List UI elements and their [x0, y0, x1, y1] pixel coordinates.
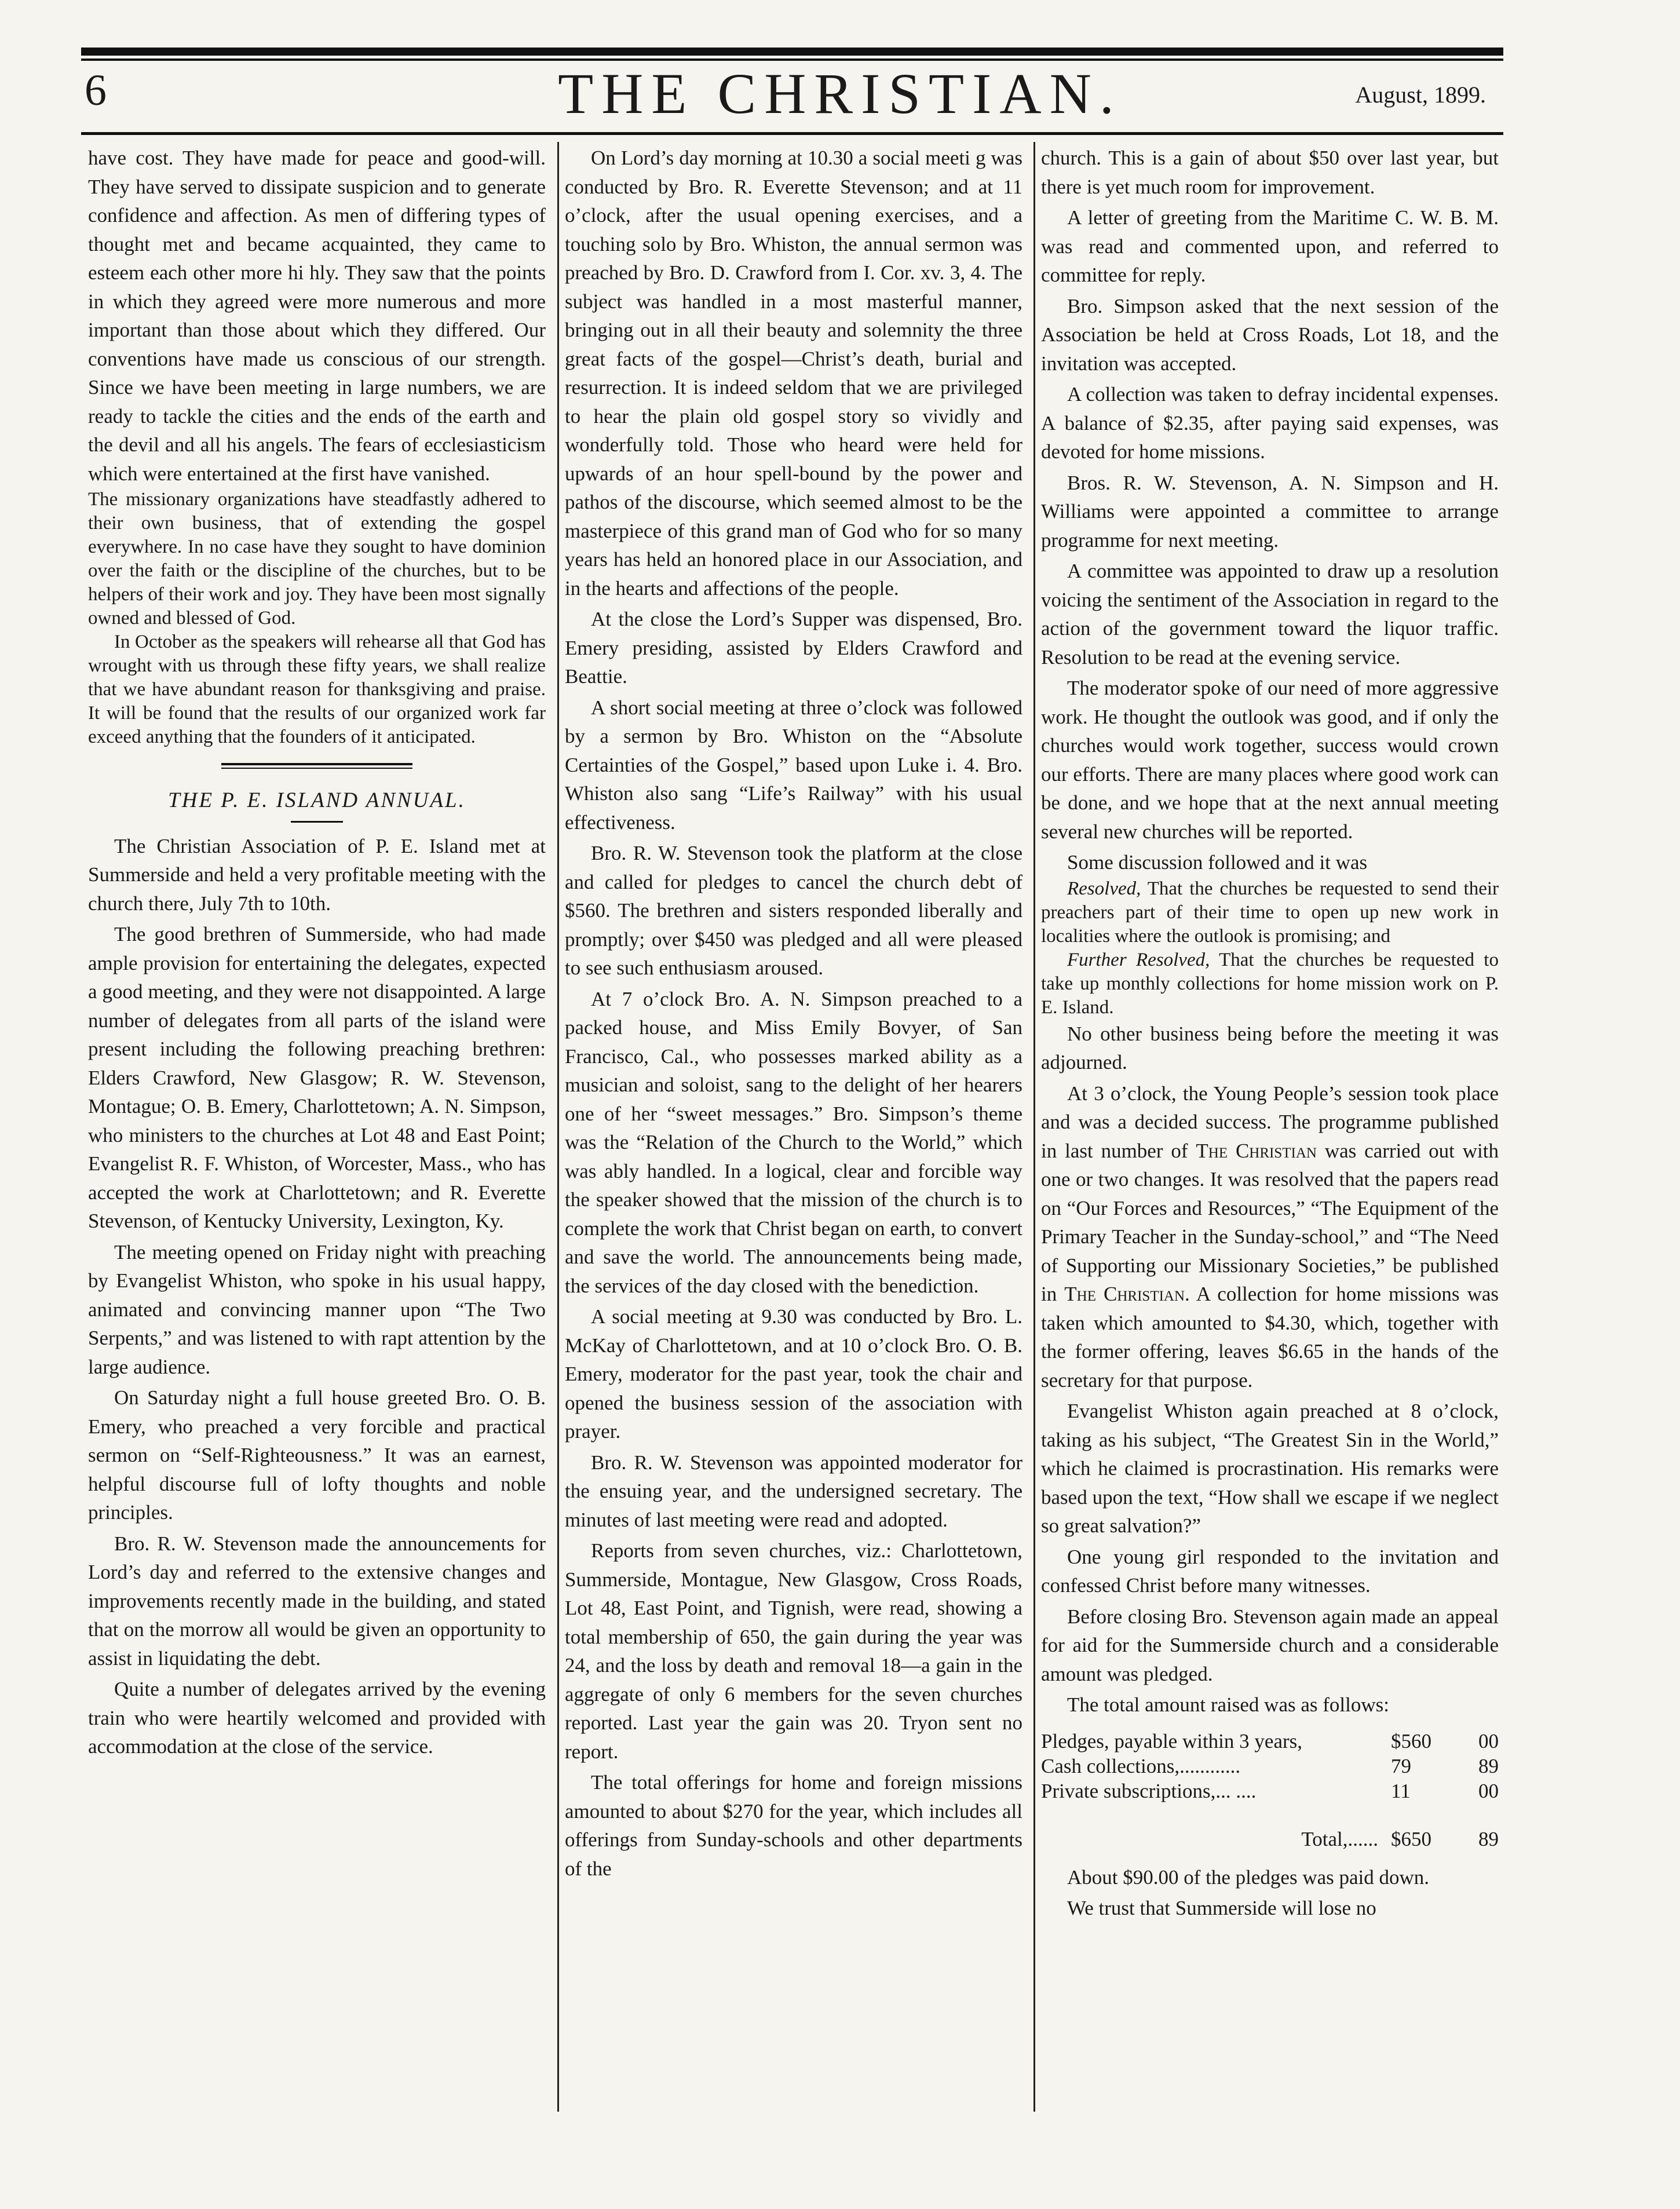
dense-text-block	[88, 488, 546, 749]
paragraph: In October as the speakers will rehearse all that God has wrought with us through these fifty years, we shall realize that we have abundant reason for thanksgiving and praise. It will be found that the results of our organized work far exceed anything that the founders of it anticipated.	[88, 631, 546, 747]
publication-name: The Christian	[1064, 1283, 1185, 1305]
column-divider-2	[1033, 142, 1035, 2112]
paragraph: Bro. R. W. Stevenson made the announcements for Lord’s day and referred to the extensive changes and improvements recently made in the building, and stated that on the morrow all would be given an opportunity to assist in liquidating the debt.	[88, 1532, 546, 1670]
amounts-row: Cash collections,............ 79 89	[1041, 1754, 1499, 1777]
section-divider	[221, 763, 412, 769]
paragraph: A social meeting at 9.30 was conducted by Bro. L. McKay of Charlottetown, and at 10 o’clock Bro. O. B. Emery, moderator for the past year, took the chair and opened the business session of the association with prayer.	[565, 1305, 1022, 1443]
column-divider-1	[557, 142, 559, 2112]
resolved-lead: Further Resolved,	[1067, 949, 1210, 970]
resolved-lead: Resolved,	[1067, 878, 1141, 899]
column-3	[1041, 144, 1499, 1923]
top-rule-thin	[81, 59, 1503, 61]
paragraph: At 3 o’clock, the Young People’s session took place and was a decided success. The programme published in last number of The Christian was carried out with one or two changes. It was resolved that the papers read on “Our Forces and Resources,” “The Equipment of the Primary Teacher in the Sunday-school,” and “The Need of Supporting our Missionary Societies,” be published in The Christian. A collection for home missions was taken which amounted to $4.30, which, together with the former offering, leaves $6.65 in the hands of the secretary for that purpose.	[1041, 1082, 1499, 1392]
publication-name: The Christian	[1196, 1139, 1317, 1162]
paragraph: At 7 o’clock Bro. A. N. Simpson preached to a packed house, and Miss Emily Bovyer, of San Francisco, Cal., who possesses marked ability as a musician and soloist, sang to the delight of her hearers one of her “sweet messages.” Bro. Simpson’s theme was the “Relation of the Church to the World,” which was ably handled. In a logical, clear and forcible way the speaker showed that the mission of the church is to complete the work that Christ began on earth, to convert and save the world. The announcements being made, the services of the day closed with the benediction.	[565, 987, 1022, 1297]
paragraph: A short social meeting at three o’clock was followed by a sermon by Bro. Whiston on the “Absolute Certainties of the Gospel,” based upon Luke i. 4. Bro. Whiston also sang “Life’s Railway” with his usual effectiveness.	[565, 696, 1022, 834]
paragraph: A collection was taken to defray incidental expenses. A balance of $2.35, after paying said expenses, was devoted for home missions.	[1041, 383, 1499, 463]
resolved-text: That the churches be requested to send their preachers part of their time to open up new work in localities where the outlook is promising; and	[1041, 878, 1499, 947]
top-rule-thick	[81, 48, 1503, 56]
paragraph: Bro. R. W. Stevenson took the platform at the close and called for pledges to cancel the church debt of $560. The brethren and sisters responded liberally and promptly; over $450 was pledged and all were pleased to see such enthusiasm aroused.	[565, 842, 1022, 979]
paragraph: Quite a number of delegates arrived by the evening train who were heartily welcomed and provided with accommodation at the close of the service.	[88, 1678, 546, 1758]
paragraph: On Saturday night a full house greeted Bro. O. B. Emery, who preached a very forcible and practical sermon on “Self-Righteousness.” It was an earnest, helpful discourse full of lofty thoughts and noble principles.	[88, 1386, 546, 1524]
amounts-row: Pledges, payable within 3 years, $560 00	[1041, 1729, 1499, 1752]
paragraph: The meeting opened on Friday night with preaching by Evangelist Whiston, who spoke in his usual happy, animated and convincing manner upon “The Two Serpents,” and was listened to with rapt attention by the large audience.	[88, 1240, 546, 1378]
paragraph: Evangelist Whiston again preached at 8 o’clock, taking as his subject, “The Greatest Sin in the World,” which he claimed is procrastination. His remarks were based upon the text, “How shall we escape if we neglect so great salvation?”	[1041, 1400, 1499, 1537]
column-2	[565, 144, 1022, 1883]
paragraph: The missionary organizations have steadfastly adhered to their own business, that of extending the gospel everywhere. In no case have they sought to have dominion over the faith or the discipline of the churches, but to be helpers of their work and joy. They have been most signally owned and blessed of God.	[88, 489, 546, 629]
paragraph: The total amount raised was as follows:	[1067, 1693, 1389, 1716]
column-1	[88, 144, 546, 1761]
paragraph: church. This is a gain of about $50 over last year, but there is yet much room for improvement.	[1041, 147, 1499, 198]
paragraph: About $90.00 of the pledges was paid down.	[1067, 1865, 1430, 1889]
amounts-row: Private subscriptions,... .... 11 00	[1041, 1779, 1499, 1802]
amounts-total-row: Total,...... $650 89	[1301, 1827, 1499, 1850]
resolved-text: That the churches be requested to take up monthly collections for home mission work on P. E. Island.	[1041, 949, 1499, 1018]
paragraph: A committee was appointed to draw up a resolution voicing the sentiment of the Association in regard to the action of the government toward the liquor traffic. Resolution to be read at the evening service.	[1041, 560, 1499, 669]
masthead-title: THE CHRISTIAN.	[558, 61, 1122, 126]
section-title: THE P. E. ISLAND ANNUAL.	[168, 788, 466, 812]
paragraph: The moderator spoke of our need of more aggressive work. He thought the outlook was good, and if only the churches would work together, success would crown our efforts. There are many places where good work can be done, and we hope that at the next annual meeting several new churches will be reported.	[1041, 677, 1499, 843]
paragraph: The good brethren of Summerside, who had made ample provision for entertaining the delegates, expected a good meeting, and they were not disappointed. A large number of delegates from all parts of the island were present including the following preaching brethren: Elders Crawford, New Glasgow; R. W. Stevenson, Montague; O. B. Emery, Charlottetown; A. N. Simpson, who ministers to the churches at Lot 48 and East Point; Evangelist R. F. Whiston, of Worcester, Mass., who has accepted the work at Charlottetown; and R. Everette Stevenson, of Kentucky University, Lexington, Ky.	[88, 923, 546, 1232]
paragraph: Some discussion followed and it was	[1067, 851, 1368, 874]
paragraph: Bro. R. W. Stevenson was appointed moderator for the ensuing year, and the undersigned secretary. The minutes of last meeting were read and adopted.	[565, 1451, 1022, 1531]
page-number: 6	[85, 66, 107, 115]
paragraph: No other business being before the meeting it was adjourned.	[1041, 1022, 1499, 1074]
issue-date: August, 1899.	[1355, 82, 1486, 108]
paragraph: The total offerings for home and foreign missions amounted to about $270 for the year, which includes all offerings from Sunday-schools and other departments of the	[565, 1771, 1022, 1880]
paragraph: Bros. R. W. Stevenson, A. N. Simpson and H. Williams were appointed a committee to arrange programme for next meeting.	[1041, 471, 1499, 552]
paragraph: Before closing Bro. Stevenson again made an appeal for aid for the Summerside church and a considerable amount was pledged.	[1041, 1605, 1499, 1685]
resolution-paragraph	[1041, 877, 1499, 948]
resolution-paragraph	[1041, 948, 1499, 1020]
paragraph: Bro. Simpson asked that the next session of the Association be held at Cross Roads, Lot 18, and the invitation was accepted.	[1041, 294, 1499, 375]
paragraph: On Lord’s day morning at 10.30 a social meeti g was conducted by Bro. R. Everette Stevenson; and at 11 o’clock, after the usual opening exercises, and a touching solo by Bro. Whiston, the annual sermon was preached by Bro. D. Crawford from I. Cor. xv. 3, 4. The subject was handled in a most masterful manner, bringing out in all their beauty and solemnity the three great facts of the gospel—Christ’s death, burial and resurrection. It is indeed seldom that we are privileged to hear the plain old gospel story so vividly and wonderfully told. Those who heard were held for upwards of an hour spell-bound by the power and pathos of the discourse, which seemed almost to be the masterpiece of this grand man of God who for so many years has held an honored place in our Association, and in the hearts and affections of the people.	[565, 147, 1022, 600]
paragraph: At the close the Lord’s Supper was dispensed, Bro. Emery presiding, assisted by Elders Crawford and Beattie.	[565, 608, 1022, 688]
paragraph: One young girl responded to the invitation and confessed Christ before many witnesses.	[1041, 1545, 1499, 1597]
paragraph: have cost. They have made for peace and good-will. They have served to dissipate suspicion and to generate confidence and affection. As men of differing types of thought met and became acquainted, they came to esteem each other more hi hly. They saw that the points in which they agreed were more numerous and more important than those about which they differed. Our conventions have made us conscious of our strength. Since we have been meeting in large numbers, we are ready to tackle the cities and the ends of the earth and the devil and all his angels. The fears of ecclesiasticism which were entertained at the first have vanished.	[88, 147, 546, 485]
paragraph: A letter of greeting from the Maritime C. W. B. M. was read and commented upon, and referred to committee for reply.	[1041, 206, 1499, 286]
paragraph: The Christian Association of P. E. Island met at Summerside and held a very profitable meeting with the church there, July 7th to 10th.	[88, 834, 546, 915]
resolutions-block	[1041, 877, 1499, 1020]
amounts-table	[1041, 1729, 1499, 1852]
paragraph: Reports from seven churches, viz.: Charlottetown, Summerside, Montague, New Glasgow, Cross Roads, Lot 48, East Point, and Tignish, were read, showing a total membership of 650, the gain during the year was 24, and the loss by death and removal 18—a gain in the aggregate of only 6 members for the seven churches reported. Last year the gain was 20. Tryon sent no report.	[565, 1539, 1022, 1763]
header-rule	[81, 132, 1503, 135]
title-underline	[291, 821, 343, 823]
paragraph: We trust that Summerside will lose no	[1067, 1897, 1376, 1919]
